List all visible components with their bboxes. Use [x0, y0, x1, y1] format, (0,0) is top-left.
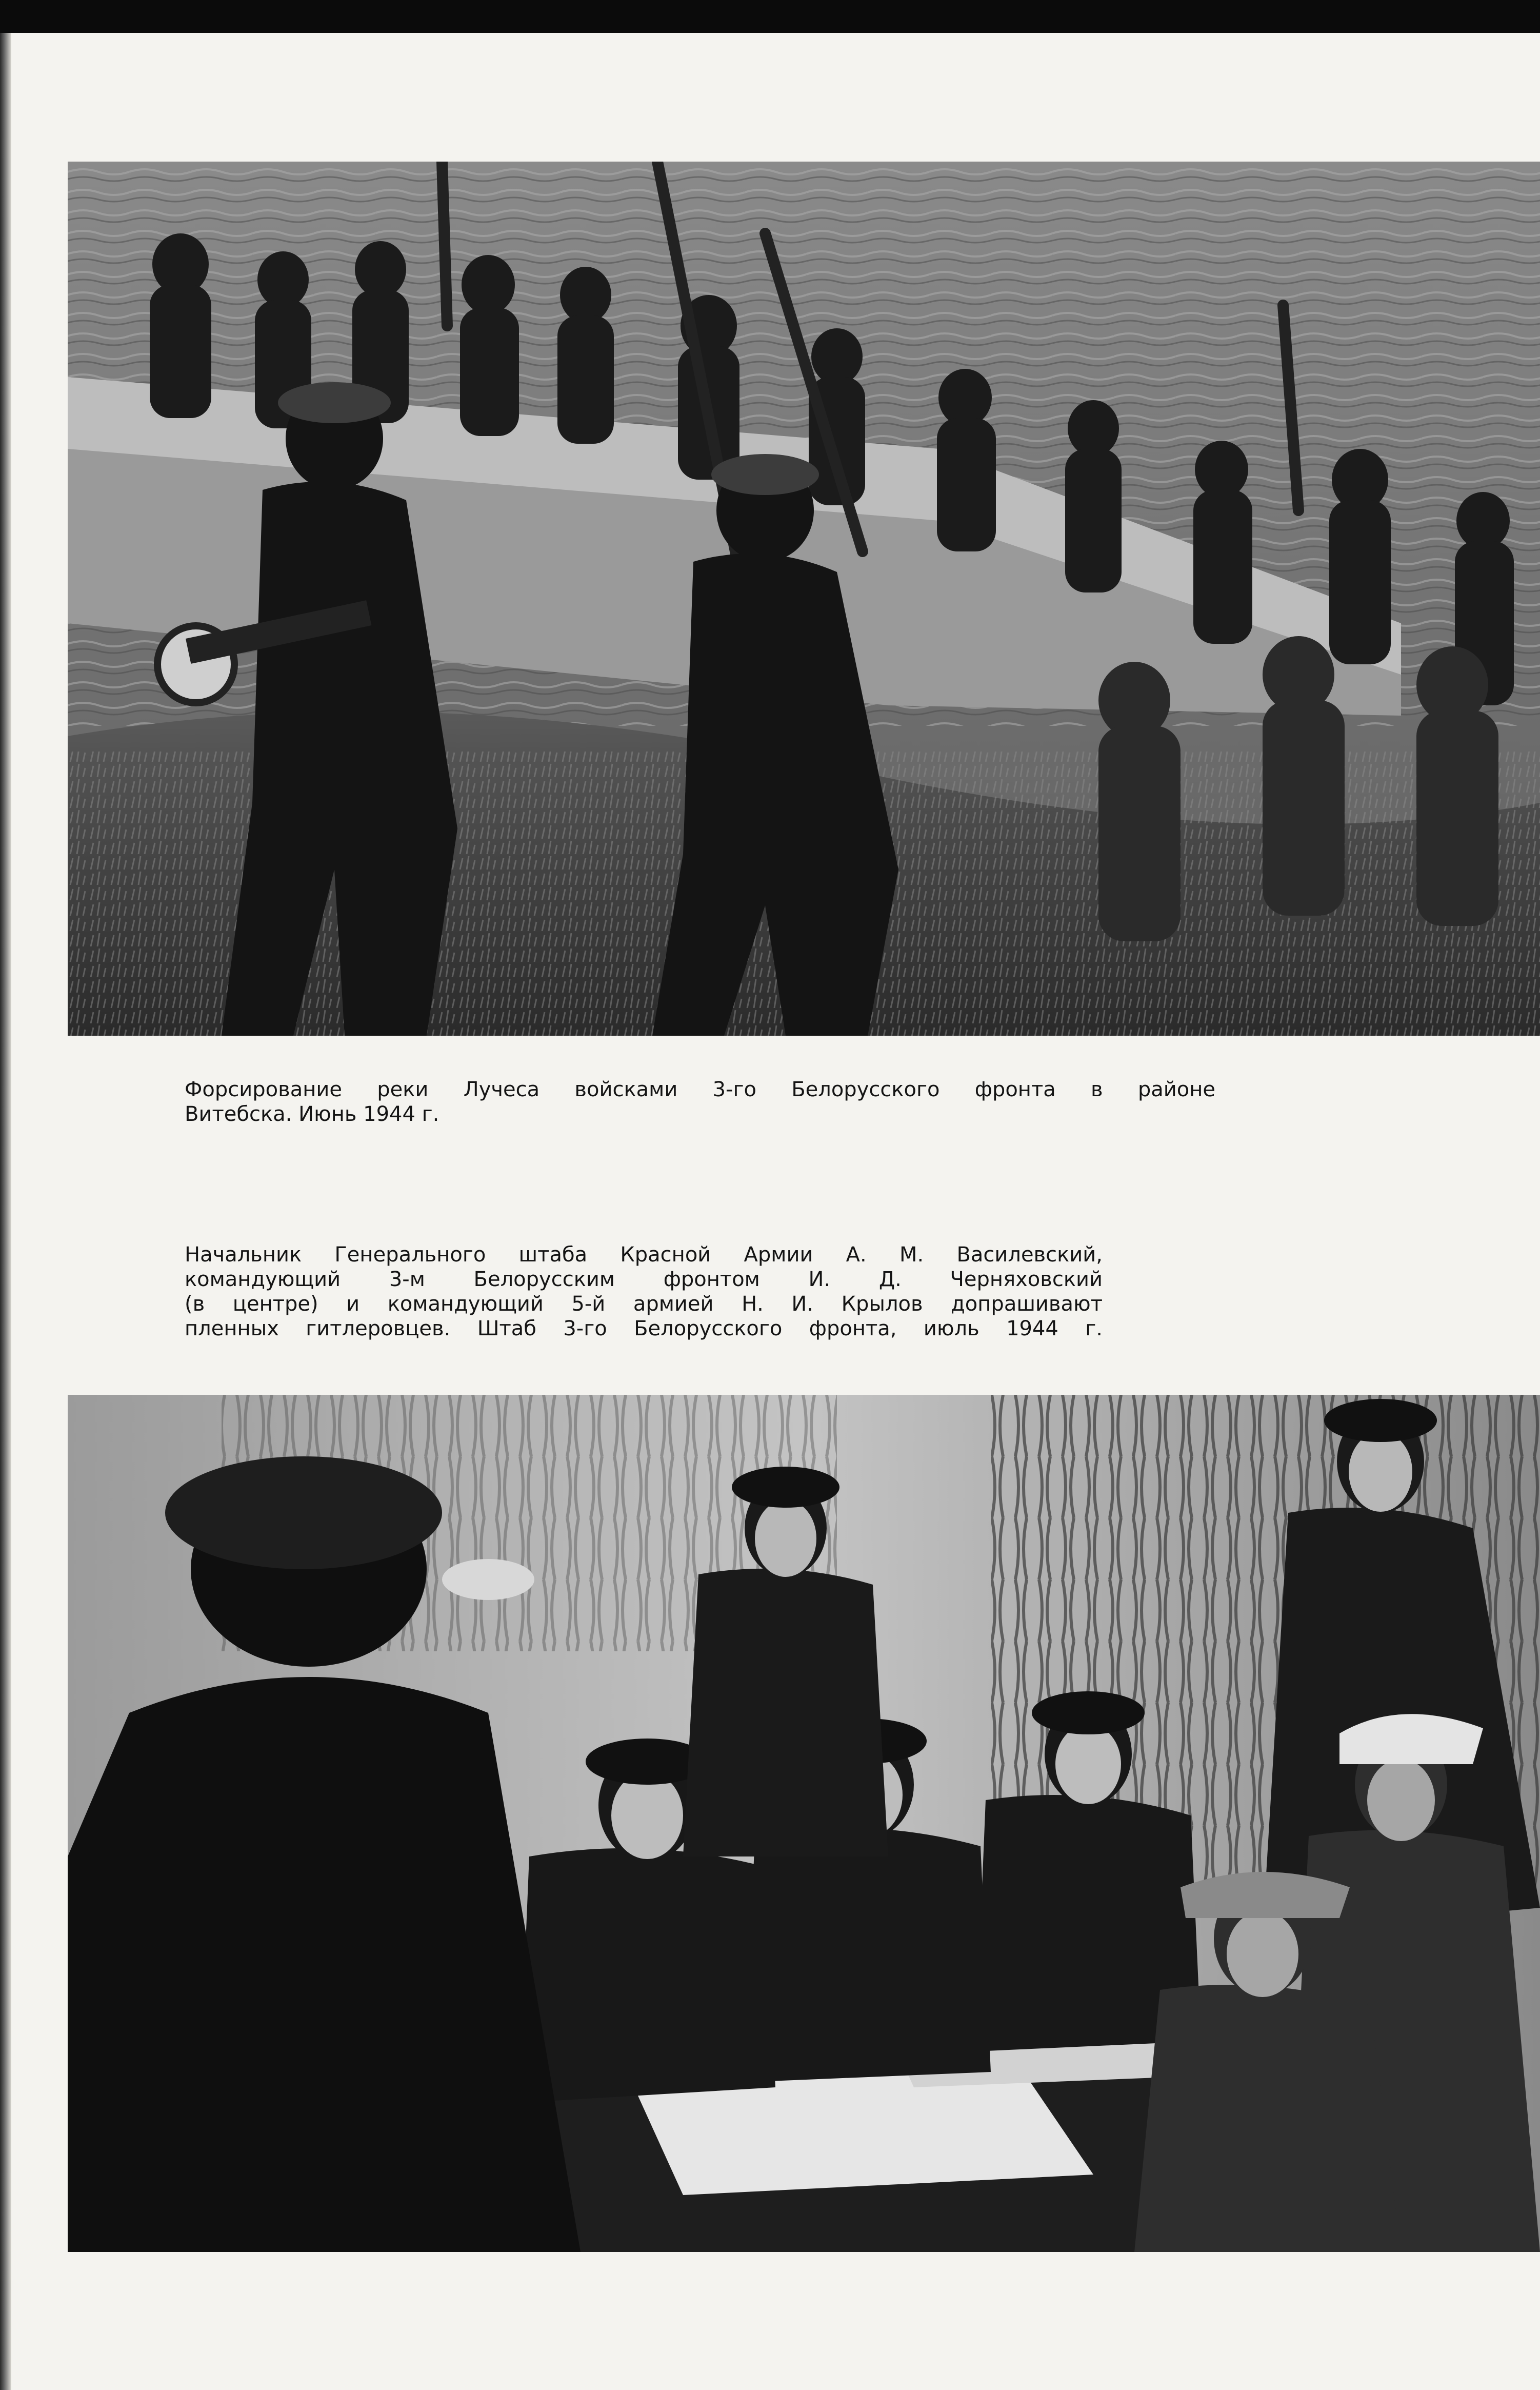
- caption-bottom-line-2: командующий 3-м Белорусским фронтом И. Д. Черняховский: [185, 1268, 1103, 1291]
- river-crossing-photo: [68, 162, 1540, 1036]
- interrogation-caption: [185, 1242, 1103, 1341]
- page-top-edge: [0, 0, 1540, 33]
- river-crossing-photo-image: [68, 162, 1540, 1036]
- interrogation-photo-image: [68, 1395, 1540, 2252]
- interrogation-photo: [68, 1395, 1540, 2252]
- caption-top-line-1: Форсирование реки Лучеса войсками 3-го Белорусского фронта в районе: [185, 1078, 1215, 1101]
- caption-bottom-line-1: Начальник Генерального штаба Красной Армии А. М. Василевский,: [185, 1243, 1103, 1267]
- caption-bottom-line-3: (в центре) и командующий 5-й армией Н. И. Крылов допрашивают: [185, 1292, 1103, 1316]
- caption-top-line-2: Витебска. Июнь 1944 г.: [185, 1102, 439, 1126]
- page-spine-shadow: [0, 33, 11, 2390]
- river-crossing-caption: [185, 1077, 1215, 1127]
- caption-bottom-line-4: пленных гитлеровцев. Штаб 3-го Белорусского фронта, июль 1944 г.: [185, 1317, 1103, 1340]
